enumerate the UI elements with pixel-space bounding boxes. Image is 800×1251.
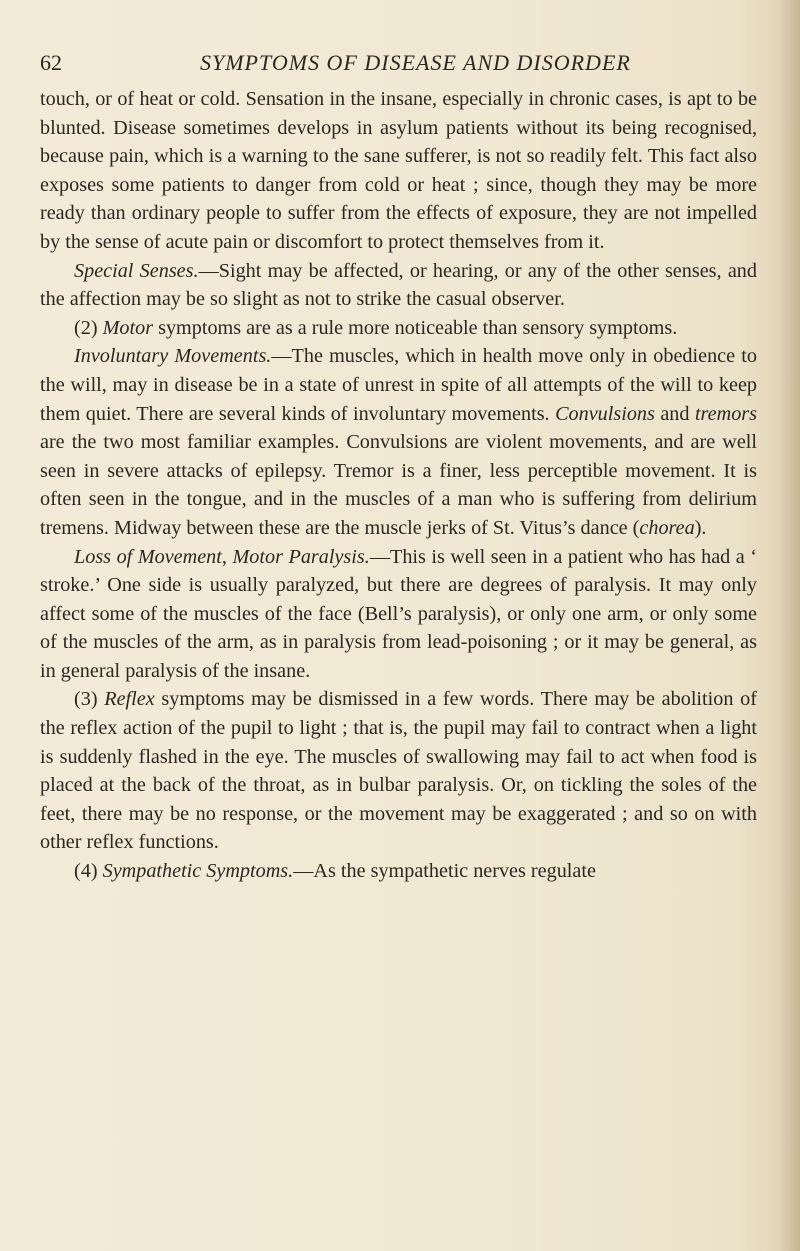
section-heading: Reflex — [104, 688, 155, 711]
paragraph-involuntary-movements: Involuntary Movements.—The muscles, which in health move only in obedience to the will, may in disease be in a state of unrest in spite of all attempts of the will to keep them quiet. There are several kinds of involuntary movements. Convulsions and tremors are the two most familiar examples. Convulsions are violent movements, and are well seen in severe attacks of epilepsy. Tremor is a finer, less perceptible movement. It is often seen in the tongue, and in the muscles of a man who is suffering from delirium tremens. Midway between these are the muscle jerks of St. Vitus’s dance (chorea). — [40, 345, 757, 539]
page-header — [40, 50, 740, 84]
section-heading: Special Senses. — [74, 259, 199, 282]
term: tremors — [694, 402, 757, 425]
paragraph-motor: (2) Motor symptoms are as a rule more noticeable than sensory symptoms. — [74, 316, 678, 339]
page-edge-shadow — [778, 0, 800, 1251]
running-head: SYMPTOMS OF DISEASE AND DISORDER — [200, 50, 631, 75]
section-heading: Motor — [102, 316, 154, 339]
body-text — [40, 85, 757, 886]
paragraph-special-senses: Special Senses.—Sight may be affected, or hearing, or any of the other senses, and the affection may be so slight as not to strike the casual observer. — [40, 259, 757, 311]
term: chorea — [639, 516, 695, 539]
paragraph-sympathetic: (4) Sympathetic Symptoms.—As the sympathetic nerves regulate — [74, 860, 596, 883]
paragraph-reflex: (3) Reflex symptoms may be dismissed in a few words. There may be abolition of the reflex action of the pupil to light ; that is, the pupil may fail to contract when a light is suddenly flashed in the eye. The muscles of swallowing may fail to act when food is placed at the back of the throat, as in bulbar paralysis. Or, on tickling the soles of the feet, there may be no response, or the movement may be exaggerated ; and so on with other reflex functions. — [40, 688, 757, 854]
paragraph-loss-of-movement: Loss of Movement, Motor Paralysis.—This is well seen in a patient who has had a ‘ stroke.’ One side is usually paralyzed, but there are degrees of paralysis. It may only affect some of the muscles of the face (Bell’s paralysis), or only one arm, or only some of the muscles of the arm, as in paralysis from lead-poisoning ; or it may be general, as in general paralysis of the insane. — [40, 545, 758, 682]
paragraph-sensation: touch, or of heat or cold. Sensation in the insane, especially in chronic cases, is apt to be blunted. Disease sometimes develops in asylum patients without its being recognised, because pain, which is a warning to the sane sufferer, is not so readily felt. This fact also exposes some patients to danger from cold or heat ; since, though they may be more ready than ordinary people to suffer from the effects of exposure, they are not impelled by the sense of acute pain or discomfort to protect themselves from it. — [40, 88, 757, 253]
page-number: 62 — [40, 50, 62, 75]
section-heading: Sympathetic Symptoms. — [102, 860, 294, 883]
section-heading: Involuntary Movements. — [74, 345, 272, 368]
term: Convulsions — [555, 402, 655, 425]
section-heading: Loss of Movement — [74, 545, 222, 568]
section-heading: Motor Paralysis. — [232, 545, 370, 568]
